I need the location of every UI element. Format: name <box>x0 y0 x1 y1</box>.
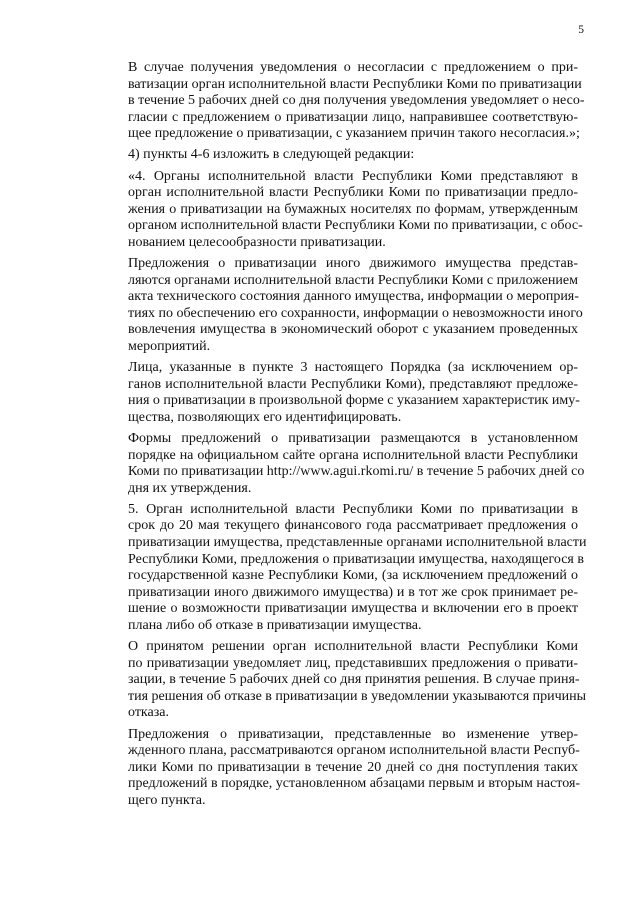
text-line: щее предложение о приватизации, с указанием причин такого несогласия.»; <box>128 126 580 142</box>
text-line: органом исполнительной власти Республики Коми по приватизации, с обос- <box>128 218 583 234</box>
text-line: зации, в течение 5 рабочих дней со дня принятия решения. В случае приня- <box>128 672 580 688</box>
text-line: щего пункта. <box>128 792 206 808</box>
paragraph <box>88 639 587 722</box>
text-line: щества, позволяющих его идентифицировать. <box>128 409 402 425</box>
text-line: тия решения об отказе в приватизации в уведомлении указываются причины <box>128 688 587 704</box>
text-line: мероприятий. <box>128 339 211 354</box>
paragraph <box>88 60 585 143</box>
text-line: О принятом решении орган исполнительной власти Республики Коми <box>128 639 578 655</box>
text-line: плана либо об отказе в приватизации имущества. <box>128 618 422 633</box>
text-line: нованием целесообразности приватизации. <box>128 234 386 250</box>
text-line: ганов исполнительной власти Республики Коми), представляют предложе- <box>128 376 578 392</box>
text-line: вовлечения имущества в экономический оборот с указанием проведенных <box>128 322 578 338</box>
text-line: гласии с предложением о приватизации лицо, направившее соответствую- <box>128 109 578 125</box>
text-line: «4. Органы исполнительной власти Республики Коми представляют в <box>128 168 578 184</box>
text-line: 4) пункты 4-6 изложить в следующей редакции: <box>128 147 415 163</box>
paragraph <box>88 726 581 810</box>
text-line: ватизации орган исполнительной власти Республики Коми по приватизации <box>128 76 582 92</box>
text-line: срок до 20 мая текущего финансового года рассматривает предложения о <box>128 518 578 534</box>
text-line: государственной казне Республики Коми, (за исключением предложений о <box>128 568 578 584</box>
text-line: Предложения о приватизации, представленные во изменение утвер- <box>128 726 578 742</box>
text-line: Формы предложений о приватизации размещаются в установленном <box>128 430 578 446</box>
text-line: отказа. <box>128 705 169 721</box>
page-number: 5 <box>578 24 584 36</box>
text-line: шение о возможности приватизации имущества и включении его в проект <box>128 601 578 617</box>
paragraph <box>88 147 578 164</box>
text-line: ния о приватизации в произвольной форме с указанием характеристик иму- <box>128 393 580 409</box>
text-line: приватизации иного движимого имущества) и в тот же срок принимает ре- <box>128 584 578 600</box>
text-line: Лица, указанные в пункте 3 настоящего Порядка (за исключением ор- <box>128 360 578 376</box>
text-line: предложений в порядке, установленном абзацами первым и вторым настоя- <box>128 776 581 792</box>
paragraph <box>88 501 587 635</box>
text-line: лики Коми по приватизации в течение 20 дней со дня поступления таких <box>128 759 578 775</box>
text-line: 5. Орган исполнительной власти Республики Коми по приватизации в <box>128 501 578 517</box>
document-body <box>88 60 587 814</box>
text-line: тиях по обеспечению его сохранности, информации о невозможности иного <box>128 305 583 321</box>
text-line: орган исполнительной власти Республики Коми по приватизации предло- <box>128 185 578 201</box>
text-line: по приватизации уведомляет лиц, представивших предложения о привати- <box>128 655 578 671</box>
text-line: порядке на официальном сайте органа исполнительной власти Республики <box>128 447 578 463</box>
text-line: приватизации имущества, представленные органами исполнительной власти <box>128 535 587 551</box>
text-line: дня их утверждения. <box>128 480 252 496</box>
text-line: в течение 5 рабочих дней со дня получения уведомления уведомляет о несо- <box>128 93 585 109</box>
paragraph <box>88 360 578 426</box>
text-line: жения о приватизации на бумажных носителях по формам, утвержденным <box>128 201 578 217</box>
text-line: В случае получения уведомления о несогласии с предложением о при- <box>128 60 578 75</box>
paragraph <box>88 256 583 356</box>
text-line: акта технического состояния данного имущества, информации о мероприя- <box>128 289 579 305</box>
text-line: жденного плана, рассматриваются органом исполнительной власти Респуб- <box>128 743 580 759</box>
text-line: ляются органами исполнительной власти Республики Коми с приложением <box>128 272 578 288</box>
paragraph <box>88 430 585 497</box>
text-line: Предложения о приватизации иного движимого имущества представ- <box>128 256 578 272</box>
text-line: Коми по приватизации http://www.agui.rkomi.ru/ в течение 5 рабочих дней со <box>128 464 585 480</box>
paragraph <box>88 168 583 252</box>
text-line: Республики Коми, предложения о приватизации имущества, находящегося в <box>128 551 584 567</box>
